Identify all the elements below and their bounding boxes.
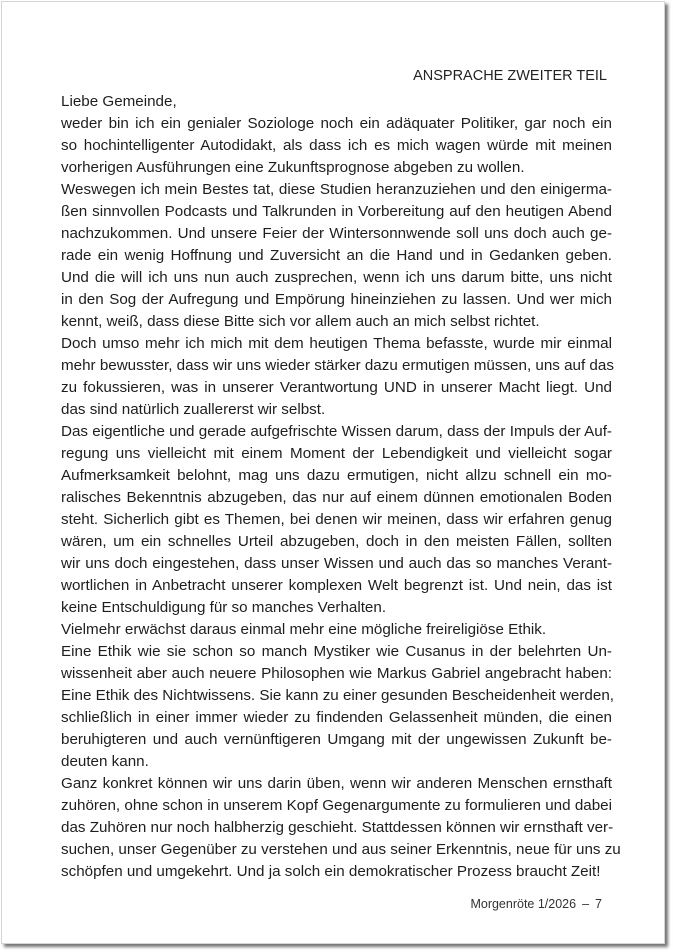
text-line: deuten kann. <box>61 753 149 770</box>
paragraph <box>61 641 612 773</box>
paragraph <box>61 421 612 619</box>
publication-name: Morgenröte 1/2026 <box>470 897 577 911</box>
text-line: wären, um ein schnelles Urteil abzugeben, doch in den meisten Fällen, sollten <box>61 533 612 550</box>
text-line: in den Sog der Aufregung und Empörung hineinziehen zu lassen. Und wer mich <box>61 291 612 308</box>
text-line: Das eigentliche und gerade aufgefrischte Wissen darum, dass der Impuls der Auf- <box>61 423 612 440</box>
text-line: ßen sinnvollen Podcasts und Talkrunden in Vorbereitung auf den heutigen Abend <box>61 203 612 220</box>
text-line: zuhören, ohne schon in unserem Kopf Gegenargumente zu formulieren und dabei <box>61 797 612 814</box>
text-line: das sind natürlich zuallererst wir selbst. <box>61 401 326 418</box>
text-line: kennt, weiß, dass diese Bitte sich vor allem auch an mich selbst richtet. <box>61 313 540 330</box>
page-number: 7 <box>595 897 602 911</box>
text-line: beruhigteren und auch vernünftigeren Umgang mit der ungewissen Zukunft be- <box>61 731 612 748</box>
text-line: steht. Sicherlich gibt es Themen, bei denen wir meinen, dass wir erfahren genug <box>61 511 612 528</box>
text-line: wissenheit aber auch neuere Philosophen wie Markus Gabriel angebracht haben: <box>61 665 612 682</box>
paragraph <box>61 113 612 179</box>
paragraph <box>61 179 612 333</box>
text-line: suchen, unser Gegenüber zu verstehen und aus seiner Erkenntnis, neue für uns zu <box>61 841 621 858</box>
text-line: zu fokussieren, was in unserer Verantwortung UND in unserer Macht liegt. Und <box>61 379 612 396</box>
text-line: Vielmehr erwächst daraus einmal mehr eine mögliche freireligiöse Ethik. <box>61 621 547 638</box>
page-footer <box>470 897 602 911</box>
text-line: wir uns doch eingestehen, dass unser Wissen und auch das so manches Verant- <box>61 555 612 572</box>
paragraph <box>61 773 621 883</box>
text-line: rade ein wenig Hoffnung und Zuversicht an die Hand und in Gedanken geben. <box>61 247 612 264</box>
text-line: Aufmerksamkeit belohnt, mag uns dazu ermutigen, nicht allzu schnell ein mo- <box>61 467 612 484</box>
text-line: Eine Ethik wie sie schon so manch Mystiker wie Cusanus in der belehrten Un- <box>61 643 612 660</box>
body-text <box>61 91 621 883</box>
footer-separator: – <box>582 897 590 911</box>
text-line: regung uns vielleicht mit einem Moment der Lebendigkeit und vielleicht sogar <box>61 445 612 462</box>
text-line: mehr bewusster, dass wir uns wieder stärker dazu ermutigen müssen, uns auf das <box>61 357 614 374</box>
section-title: ANSPRACHE ZWEITER TEIL <box>413 68 607 84</box>
text-line: weder bin ich ein genialer Soziologe noch ein adäquater Politiker, gar noch ein <box>61 115 612 132</box>
text-line: Weswegen ich mein Bestes tat, diese Studien heranzuziehen und den einigerma- <box>61 181 612 198</box>
text-line: Eine Ethik des Nichtwissens. Sie kann zu einer gesunden Bescheidenheit werden, <box>61 687 614 704</box>
text-line: vorherigen Ausführungen eine Zukunftsprognose abgeben zu wollen. <box>61 159 525 176</box>
text-line: wortlichen in Anbetracht unserer komplexen Welt begrenzt ist. Und nein, das ist <box>61 577 612 594</box>
paragraph <box>61 619 612 641</box>
text-line: Und die will ich uns nun auch zusprechen, wenn ich uns darum bitte, uns nicht <box>61 269 612 286</box>
text-line: schließlich in einer immer wieder zu findenden Gelassenheit münden, die einen <box>61 709 612 726</box>
text-line: ralisches Bekenntnis abzugeben, das nur auf einem dünnen emotionalen Boden <box>61 489 612 506</box>
text-line: keine Entschuldigung für so manches Verhalten. <box>61 599 387 616</box>
text-line: Doch umso mehr ich mich mit dem heutigen Thema befasste, wurde mir einmal <box>61 335 612 352</box>
paragraph <box>61 333 612 421</box>
paragraph-salutation <box>61 91 612 113</box>
document-page <box>1 1 665 944</box>
text-line: so hochintelligenter Autodidakt, als dass ich es mich wagen würde mit meinen <box>61 137 612 154</box>
text-line: das Zuhören nur noch halbherzig geschieht. Stattdessen können wir ernsthaft ver- <box>61 819 614 836</box>
text-line: nachzukommen. Und unsere Feier der Wintersonnwende soll uns doch auch ge- <box>61 225 612 242</box>
text-line: Liebe Gemeinde, <box>61 93 177 110</box>
text-line: Ganz konkret können wir uns darin üben, wenn wir anderen Menschen ernsthaft <box>61 775 612 792</box>
text-line: schöpfen und umgekehrt. Und ja solch ein demokratischer Prozess braucht Zeit! <box>61 863 601 880</box>
